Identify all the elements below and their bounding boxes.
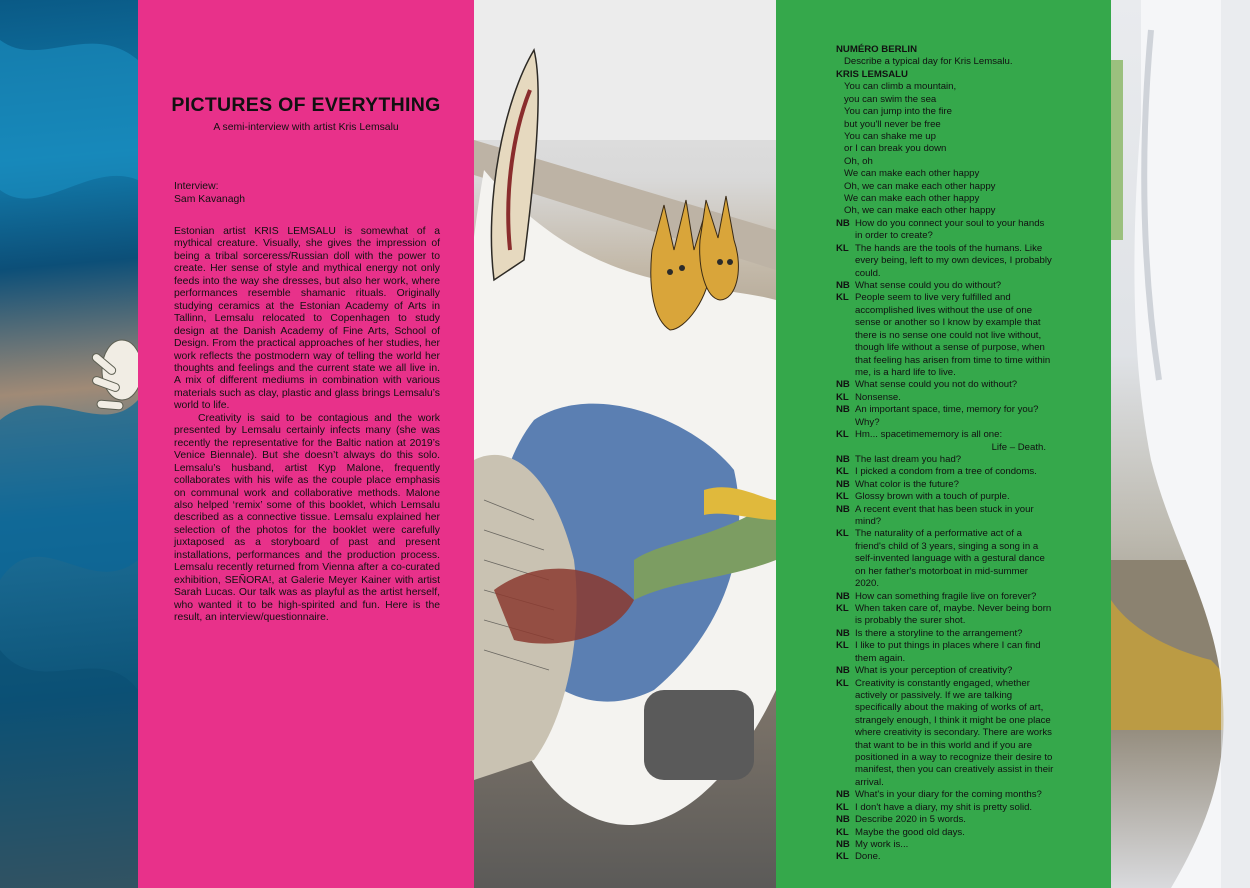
speaker-label: KL <box>836 491 849 503</box>
speaker-label: KL <box>836 429 849 441</box>
speaker-label: KL <box>836 851 849 863</box>
question-line <box>836 839 1054 851</box>
speaker-label: KL <box>836 242 849 254</box>
line-text: Hm... spacetimememory is all one: <box>855 429 1003 441</box>
line-text: My work is... <box>855 839 909 850</box>
speaker-label: NB <box>836 839 850 850</box>
photo-ceramic-sculpture <box>474 0 776 888</box>
byline <box>174 180 245 206</box>
answer-line <box>836 491 1054 503</box>
speaker-label: KL <box>836 677 849 689</box>
line-text: I like to put things in places where I can find them again. <box>855 640 1041 664</box>
speaker-label: NB <box>836 665 850 677</box>
speaker-label: KL <box>836 801 849 813</box>
answer-line <box>836 292 1054 379</box>
speaker-label: NB <box>836 217 850 229</box>
speaker-label: NB <box>836 503 850 515</box>
speaker-label: NB <box>836 814 850 826</box>
line-text: Describe 2020 in 5 words. <box>855 814 966 826</box>
lyric-line: We can make each other happy <box>844 193 980 205</box>
body-paragraph: Estonian artist KRIS LEMSALU is somewhat of a mythical creature. Visually, she gives the impression of being a tribal sorceress/Russian doll with the power to create. Her sense of style and mythical energy not only feeds into the way she dresses, but also her work, where performances resemble shamanic rituals. Originally studying ceramics at the Estonian Academy of Arts in Tallinn, Lemsalu relocated to Copenhagen to study design at the Danish Academy of Fine Arts, School of Design. From the practical approaches of her studies, her work reflects the postmodern way of telling the world her thoughts and feelings and the current state we all live in. A mix of different mediums in combination with various materials such as clay, plastic and glass brings Lemsalu’s world to life. <box>174 226 440 412</box>
lyric-line: We can make each other happy <box>844 168 980 180</box>
line-text: Is there a storyline to the arrangement? <box>855 627 1023 639</box>
question-line <box>836 218 1054 243</box>
speaker-label: NB <box>836 379 850 391</box>
article-subtitle: A semi-interview with artist Kris Lemsalu <box>213 122 399 133</box>
answer-line <box>836 603 1054 628</box>
question-line <box>836 404 1054 429</box>
line-text: I don't have a diary, my shit is pretty solid. <box>855 801 1033 813</box>
speaker-label: NB <box>836 404 850 416</box>
lyric-line: Oh, we can make each other happy <box>844 180 996 192</box>
line-text: A recent event that has been stuck in your mind? <box>855 503 1034 528</box>
byline-name: Sam Kavanagh <box>174 194 246 205</box>
line-text: I picked a condom from a tree of condoms. <box>855 466 1037 478</box>
body-paragraph: Creativity is said to be contagious and the work presented by Lemsalu certainly infects many (she was recently the representative for the Baltic nation at 2019’s Venice Biennale). But she doesn’t always do this solo. Lemsalu’s husband, artist Kyp Malone, frequently collaborates with his wife as the couple place emphasis on communal work and collaborative methods. Malone also helped ‘remix’ some of this booklet, which Lemsalu described as a connective tissue. Lemsalu explained her selection of the photos for the booklet were carefully juxtaposed as a storyboard of past and present installations, performances and the production process. Lemsalu recently returned from Vienna after a co-curated exhibition, SEÑORA!, at Galerie Meyer Kainer with artist Sarah Lucas. Our talk was as playful as the artist herself, who wanted it to be high-spirited and fun. Here is the result, an interview/questionnaire. <box>174 412 440 624</box>
line-text: What sense could you not do without? <box>855 379 1018 391</box>
line-text: Done. <box>855 851 881 863</box>
lyric-line: You can jump into the fire <box>844 106 952 118</box>
answer-line <box>836 640 1054 665</box>
question-line <box>836 591 1054 603</box>
photo-blue-tulle <box>0 0 138 888</box>
line-text: The last dream you had? <box>855 453 962 465</box>
answer-continuation: Life – Death. <box>991 441 1046 453</box>
lyric-line: Oh, we can make each other happy <box>844 205 996 217</box>
line-text: When taken care of, maybe. Never being born is probably the surer shot. <box>855 602 1052 627</box>
line-text: How can something fragile live on forever? <box>855 590 1037 602</box>
answer-line <box>836 429 1054 441</box>
line-text: What's in your diary for the coming months? <box>855 789 1042 801</box>
question-line <box>836 454 1054 466</box>
line-text: An important space, time, memory for you? Why? <box>855 404 1039 428</box>
speaker-label: NB <box>836 478 850 490</box>
speaker-label: KL <box>836 466 849 478</box>
tulle-photo-graphic <box>0 0 138 888</box>
lyric-line: or I can break you down <box>844 143 947 155</box>
line-text: How do you connect your soul to your hands in order to create? <box>855 217 1045 242</box>
answer-line <box>836 392 1054 404</box>
line-text: What color is the future? <box>855 478 959 490</box>
answer-line <box>836 851 1054 863</box>
line-text: The naturality of a performative act of a friend's child of 3 years, singing a song in a self-invented language with a gestural dance on her father's motorboat in mid-summer 2020. <box>855 528 1045 590</box>
white-sculpture-graphic <box>1111 0 1250 888</box>
lyric-line: Describe a typical day for Kris Lemsalu. <box>844 56 1013 68</box>
line-text: The hands are the tools of the humans. Like every being, left to my own devices, I probably could. <box>855 242 1052 279</box>
question-line <box>836 479 1054 491</box>
speaker-label: KL <box>836 602 849 614</box>
line-text: What sense could you do without? <box>855 280 1002 292</box>
speaker-heading: NUMÉRO BERLIN <box>836 44 918 55</box>
line-text: Glossy brown with a touch of purple. <box>855 491 1010 503</box>
answer-line <box>836 243 1054 280</box>
speaker-label: NB <box>836 453 850 465</box>
speaker-label: KL <box>836 391 849 403</box>
article-body <box>174 226 440 625</box>
lyric-line: but you'll never be free <box>844 118 941 130</box>
question-line <box>836 789 1054 801</box>
line-text: What is your perception of creativity? <box>855 665 1013 677</box>
question-line <box>836 665 1054 677</box>
lyric-line: You can climb a mountain, <box>844 81 957 93</box>
speaker-label: NB <box>836 280 850 292</box>
speaker-label: KL <box>836 826 849 838</box>
interview-transcript <box>836 44 1054 864</box>
question-line <box>836 280 1054 292</box>
answer-line <box>836 678 1054 790</box>
line-text: Creativity is constantly engaged, whether actively or passively. If we are talking specifically about the making of works of art, strangely enough, I think it might be one place where creativity is secondary. There are works that want to be in this world and if you are positioned in a way to recognize their desire to manifest, then you can creatively assist in their arrival. <box>855 677 1054 788</box>
speaker-label: KL <box>836 528 849 540</box>
line-text: People seem to live very fulfilled and accomplished lives without the use of one sense or another so I know by example that there is no sense one could not live without, though life without a sense of purpose, when that feeling has arisen from time to time within me, is a hard life to live. <box>855 292 1051 378</box>
line-text: Maybe the good old days. <box>855 826 965 838</box>
byline-label: Interview: <box>174 181 219 192</box>
photo-white-sculpture <box>1111 0 1250 888</box>
speaker-label: NB <box>836 590 850 602</box>
question-line <box>836 504 1054 529</box>
answer-line <box>836 827 1054 839</box>
answer-line <box>836 802 1054 814</box>
speaker-heading: KRIS LEMSALU <box>836 68 908 80</box>
speaker-label: KL <box>836 292 849 304</box>
lyric-line: you can swim the sea <box>844 93 937 105</box>
sculpture-photo-graphic <box>474 0 776 888</box>
line-text: Nonsense. <box>855 391 901 403</box>
speaker-label: KL <box>836 640 849 652</box>
question-line <box>836 814 1054 826</box>
lyric-line: You can shake me up <box>844 130 936 142</box>
article-title: PICTURES OF EVERYTHING <box>171 94 441 116</box>
answer-line <box>836 528 1054 590</box>
question-line <box>836 628 1054 640</box>
answer-line <box>836 466 1054 478</box>
lyric-line: Oh, oh <box>844 155 873 167</box>
question-line <box>836 379 1054 391</box>
speaker-label: NB <box>836 627 850 639</box>
speaker-label: NB <box>836 789 850 801</box>
